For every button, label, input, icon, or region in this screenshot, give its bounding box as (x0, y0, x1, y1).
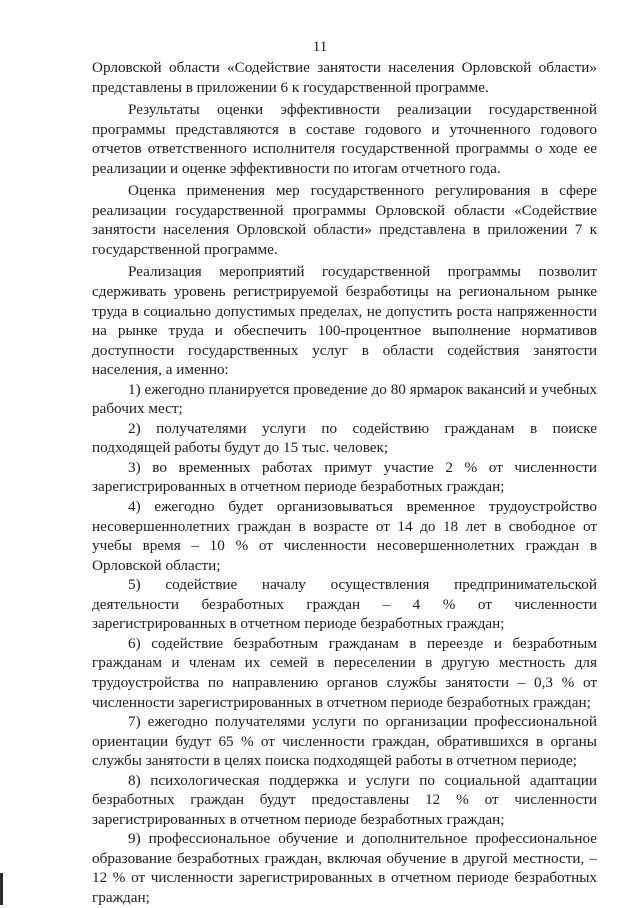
paragraph-regulation-measures: Оценка применения мер государственного регулирования в сфере реализации государственной программы Орловской области «Содействие занятости населения Орловской области» представлена в приложении 7 к государственной программе. (92, 182, 597, 258)
document-body (92, 58, 597, 908)
list-item-3: 3) во временных работах примут участие 2 % от численности зарегистрированных в отчетном периоде безработных граждан; (92, 458, 597, 496)
list-item-5: 5) содействие началу осуществления предпринимательской деятельности безработных граждан – 4 % от численности зарегистрированных в отчетном периоде безработных граждан; (92, 576, 597, 633)
page-number: 11 (312, 39, 328, 55)
list-item-7: 7) ежегодно получателями услуги по организации профессиональной ориентации будут 65 % от численности граждан, обратившихся в органы службы занятости в целях поиска подходящей работы в отчетном периоде; (92, 713, 597, 770)
list-item-2: 2) получателями услуги по содействию гражданам в поиске подходящей работы будут до 15 тыс. человек; (92, 419, 597, 457)
list-item-6: 6) содействие безработным гражданам в переезде и безработным гражданам и членам их семей в переселении в другую местность для трудоустройства по направлению органов службы занятости – 0,3 % от численности зарегистрированных в отчетном периоде безработных граждан; (92, 634, 597, 711)
paragraph-program-implementation: Реализация мероприятий государственной программы позволит сдерживать уровень регистрируемой безработицы на региональном рынке труда в социально допустимых пределах, не допустить роста напряженности на рынке труда и обеспечить 100-процентное выполнение нормативов доступности государственных услуг в области содействия занятости населения, а именно: (92, 263, 597, 379)
list-item-4: 4) ежегодно будет организовываться временное трудоустройство несовершеннолетних граждан в возрасте от 14 до 18 лет в свободное от учебы время – 10 % от численности несовершеннолетних граждан в Орловской области; (92, 498, 597, 574)
list-item-9: 9) профессиональное обучение и дополнительное профессиональное образование безработных граждан, включая обучение в другой местности, – 12 % от численности зарегистрированных в отчетном периоде безработных граждан; (92, 830, 597, 906)
scan-edge-mark (0, 873, 3, 905)
list-item-8: 8) психологическая поддержка и услуги по социальной адаптации безработных граждан будут предоставлены 12 % от численности зарегистрированных в отчетном периоде безработных граждан; (92, 771, 597, 828)
list-item-1: 1) ежегодно планируется проведение до 80 ярмарок вакансий и учебных рабочих мест; (92, 380, 597, 418)
paragraph-evaluation-results: Результаты оценки эффективности реализации государственной программы представляются в составе годового и уточненного годового отчетов ответственного исполнителя государственной программы о ходе ее реализации и оценке эффективности по итогам отчетного года. (92, 101, 597, 177)
paragraph-continuation: Орловской области «Содействие занятости населения Орловской области» представлены в приложении 6 к государственной программе. (92, 59, 597, 96)
